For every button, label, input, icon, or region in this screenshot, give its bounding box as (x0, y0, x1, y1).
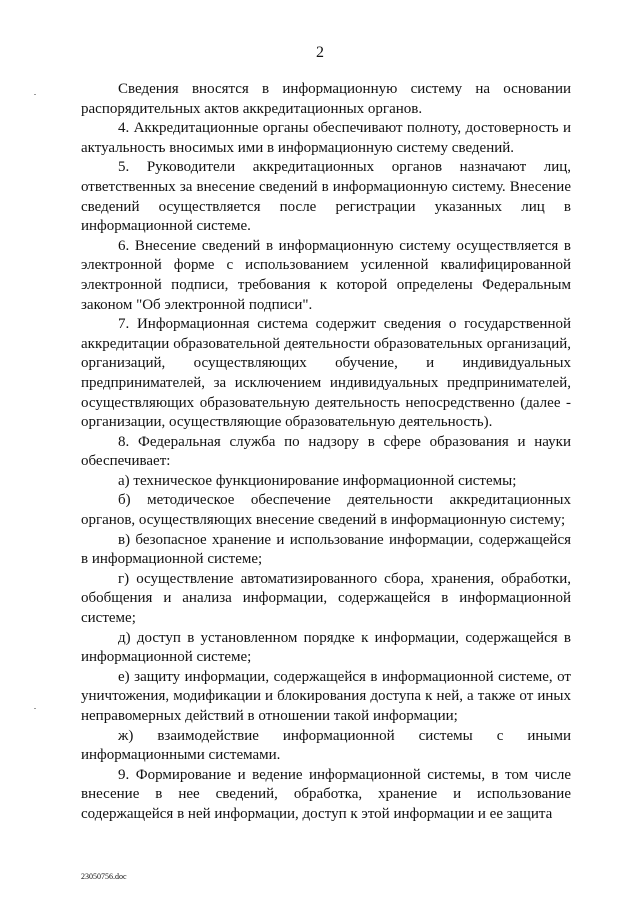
margin-mark (34, 708, 36, 709)
document-body (81, 80, 571, 825)
footer-filename: 23050756.doc (81, 872, 127, 881)
paragraph-5: 5. Руководители аккредитационных органов назначают лиц, ответственных за внесение сведений в информационную систему. Внесение сведений осуществляется после регистрации указанных лиц в информационной системе. (81, 159, 571, 235)
list-item-a: а) техническое функционирование информационной системы; (118, 472, 517, 489)
list-item-e: е) защиту информации, содержащейся в информационной системе, от уничтожения, модификации и блокирования доступа к ней, а также от иных неправомерных действий в отношении такой информации; (81, 668, 571, 724)
paragraph-9: 9. Формирование и ведение информационной системы, в том числе внесение в нее сведений, обработка, хранение и использование содержащейся в ней информации, доступ к этой информации и ее защита (81, 766, 571, 822)
paragraph-intro: Сведения вносятся в информационную систему на основании распорядительных актов аккредитационных органов. (81, 81, 571, 117)
paragraph-7: 7. Информационная система содержит сведения о государственной аккредитации образовательной деятельности образовательных организаций, организаций, осуществляющих обучение, и индивидуальных предпринимателей, за исключением индивидуальных предпринимателей, осуществляющих образовательную деятельность непосредственно (далее - организации, осуществляющие образовательную деятельность). (81, 316, 571, 431)
list-item-g: г) осуществление автоматизированного сбора, хранения, обработки, обобщения и анализа информации, содержащейся в информационной системе; (81, 570, 571, 627)
page-number: 2 (316, 44, 324, 61)
margin-mark (34, 94, 36, 95)
list-item-zh: ж) взаимодействие информационной системы с иными информационными системами. (81, 727, 571, 764)
list-item-d: д) доступ в установленном порядке к информации, содержащейся в информационной системе; (81, 629, 571, 666)
list-item-b: б) методическое обеспечение деятельности аккредитационных органов, осуществляющих внесение сведений в информационную систему; (81, 492, 571, 529)
list-item-v: в) безопасное хранение и использование информации, содержащейся в информационной системе; (81, 531, 571, 568)
paragraph-6: 6. Внесение сведений в информационную систему осуществляется в электронной форме с использованием усиленной квалифицированной электронной подписи, требования к которой определены Федеральным законом "Об электронной подписи". (81, 237, 571, 313)
paragraph-4: 4. Аккредитационные органы обеспечивают полноту, достоверность и актуальность вносимых ими в информационную систему сведений. (81, 120, 571, 156)
paragraph-8: 8. Федеральная служба по надзору в сфере образования и науки обеспечивает: (81, 433, 571, 470)
